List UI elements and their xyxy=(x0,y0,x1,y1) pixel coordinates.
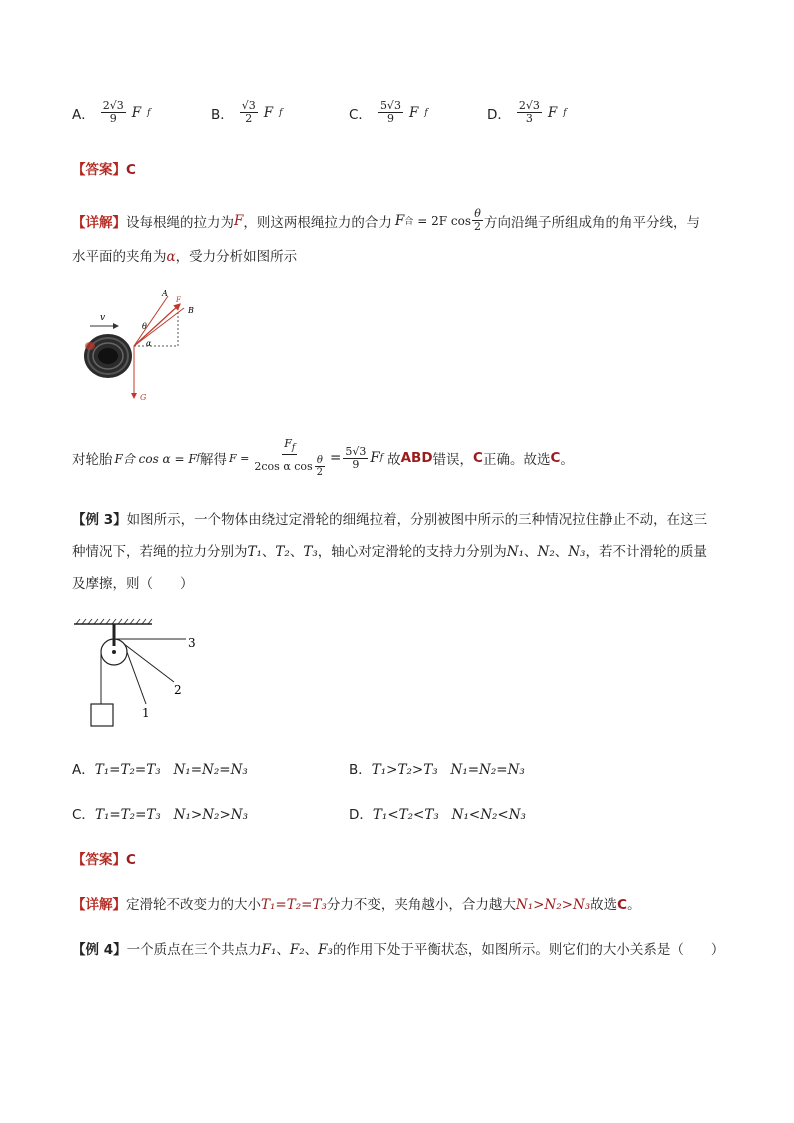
frac-den: 9 xyxy=(109,112,117,125)
label-2: 2 xyxy=(174,683,182,697)
answer-1 xyxy=(72,158,136,178)
sep: 、 xyxy=(304,942,319,958)
c-correct: C xyxy=(473,450,483,467)
detail-1-line2 xyxy=(72,245,297,265)
detail-1-line1 xyxy=(72,208,700,233)
frac-tail: F xyxy=(547,104,558,121)
ex3-label: 【例 3】 xyxy=(72,512,127,528)
frac-num: 5√3 xyxy=(379,99,401,112)
eq-2fcos: = 2F cos xyxy=(417,213,472,228)
frac-num xyxy=(282,438,297,455)
solve-text: 解得 xyxy=(200,452,228,469)
t1: T₁ xyxy=(247,544,262,560)
option-letter: A． xyxy=(72,106,95,123)
option-b xyxy=(211,100,283,125)
option-letter: C． xyxy=(72,807,95,823)
detail-label: 【详解】 xyxy=(72,897,126,913)
ex3-option-a xyxy=(72,758,248,778)
pulley-figure xyxy=(70,614,210,734)
detail-eq2: N₁>N₂>N₃ xyxy=(515,897,591,913)
frac-den: 2 xyxy=(245,112,253,125)
option-text: T₁>T₂>T₃ N₁=N₂=N₃ xyxy=(371,762,525,778)
pulley-axle xyxy=(112,650,116,654)
label-v: v xyxy=(100,313,106,323)
frac-den: 3 xyxy=(525,112,533,125)
label-theta: θ xyxy=(142,322,147,331)
ex3-text: 如图所示，一个物体由绕过定滑轮的细绳拉着，分别被图中所示的三种情况拉住静止不动，在这三 xyxy=(126,512,708,528)
num-sub: f xyxy=(291,443,296,454)
ex3-option-d xyxy=(349,803,526,823)
n1: N₁ xyxy=(506,544,524,560)
t2: T₂ xyxy=(275,544,290,560)
solve-text: 对轮胎 xyxy=(72,452,113,469)
option-letter: A． xyxy=(72,762,95,778)
frac-den xyxy=(252,455,327,478)
option-text: T₁=T₂=T₃ N₁>N₂>N₃ xyxy=(94,807,248,823)
sub-f: f xyxy=(196,453,201,464)
detail-text: 分力不变，夹角越小，合力越大 xyxy=(326,897,516,913)
ex3-text: ，若不计滑轮的质量 xyxy=(585,544,707,560)
label-1: 1 xyxy=(142,706,150,720)
label-alpha: α xyxy=(146,339,152,348)
resultant-f xyxy=(134,304,180,346)
frac-sub: f xyxy=(147,107,151,118)
abd: ABD xyxy=(400,450,433,467)
inner-num: θ xyxy=(316,455,323,467)
c-choice: C xyxy=(617,897,628,913)
ex3-option-c xyxy=(72,803,248,823)
option-letter: D． xyxy=(349,807,373,823)
fraction xyxy=(517,100,542,125)
n3: N₃ xyxy=(568,544,586,560)
label-g: G xyxy=(140,393,147,402)
frac-num: √3 xyxy=(241,99,256,112)
detail-text: 水平面的夹角为 xyxy=(72,249,167,265)
frac-sub: f xyxy=(563,107,567,118)
result-f: F xyxy=(370,450,380,467)
inner-den: 2 xyxy=(316,467,324,479)
ex4-text: 的作用下处于平衡状态，如图所示。则它们的大小关系是（ ） xyxy=(332,942,725,958)
ex3-line2 xyxy=(72,540,707,560)
answer-label: 【答案】 xyxy=(72,162,126,178)
frac-num: 2√3 xyxy=(102,99,124,112)
detail-text: 方向沿绳子所组成角的角平分线，与 xyxy=(484,214,701,231)
weight-block xyxy=(91,704,113,726)
fraction-big xyxy=(252,438,327,478)
solve-text: 错误， xyxy=(432,452,474,469)
result-sub: f xyxy=(379,453,384,464)
label-f: F xyxy=(176,296,181,304)
solve-eq1: F合 cos α = F xyxy=(114,451,197,466)
t3: T₃ xyxy=(303,544,318,560)
frac-inner xyxy=(315,455,325,478)
solve-text: 故 xyxy=(387,452,401,469)
answer-2 xyxy=(72,848,136,868)
ex3-option-b xyxy=(349,758,525,778)
var-f-he: F xyxy=(394,212,405,229)
label-3: 3 xyxy=(188,636,196,650)
label-b: B xyxy=(188,306,194,315)
option-letter: B． xyxy=(349,762,372,778)
detail-text: 设每根绳的拉力为 xyxy=(126,214,234,231)
f3: F₃ xyxy=(318,942,333,958)
f2: F₂ xyxy=(289,942,305,958)
c-choice: C xyxy=(550,450,561,467)
frac-den: 2 xyxy=(474,220,482,233)
frac-num: θ xyxy=(474,207,481,220)
sep: 、 xyxy=(554,544,569,560)
option-c xyxy=(349,100,428,125)
n2: N₂ xyxy=(537,544,555,560)
detail-label: 【详解】 xyxy=(72,214,126,231)
frac-num: 2√3 xyxy=(518,99,540,112)
option-letter: D． xyxy=(487,106,511,123)
detail-text: 定滑轮不改变力的大小 xyxy=(126,897,261,913)
var-f: F xyxy=(234,212,244,229)
option-d xyxy=(487,100,567,125)
option-letter: C． xyxy=(349,106,372,123)
detail-text: ，则这两根绳拉力的合力 xyxy=(243,214,392,231)
fraction-result xyxy=(343,446,368,471)
ex4-label: 【例 4】 xyxy=(72,942,127,958)
solve-lhs: F = xyxy=(229,451,250,465)
frac-tail: F xyxy=(408,104,419,121)
fraction xyxy=(101,100,126,125)
den-text: 2cos α cos xyxy=(254,459,313,473)
solve-text: 正确。故选 xyxy=(482,452,551,469)
ex3-text: 种情况下，若绳的拉力分别为 xyxy=(72,544,248,560)
ex4 xyxy=(72,938,724,958)
detail-text: 故选 xyxy=(590,897,618,913)
num-f: F xyxy=(284,437,292,450)
equals: = xyxy=(330,450,342,467)
f1: F₁ xyxy=(261,942,277,958)
sep: 、 xyxy=(289,544,304,560)
sep: 、 xyxy=(524,544,538,560)
tire-force-figure xyxy=(80,286,210,406)
option-letter: B． xyxy=(211,106,234,123)
frac-num: 5√3 xyxy=(345,444,367,458)
sep: 、 xyxy=(261,544,276,560)
ex3-text: 及摩擦，则（ ） xyxy=(72,576,194,592)
frac-den: 9 xyxy=(352,457,360,471)
fraction xyxy=(240,100,258,125)
detail-eq1: T₁=T₂=T₃ xyxy=(261,897,327,913)
answer-label: 【答案】 xyxy=(72,852,126,868)
frac-den: 9 xyxy=(386,112,394,125)
option-text: T₁=T₂=T₃ N₁=N₂=N₃ xyxy=(94,762,248,778)
period: 。 xyxy=(627,897,641,913)
frac-tail: F xyxy=(131,104,142,121)
sep: 、 xyxy=(276,942,290,958)
solve-1 xyxy=(72,438,574,478)
fraction xyxy=(378,100,403,125)
ex4-text: 一个质点在三个共点力 xyxy=(126,942,262,958)
ex3-line1 xyxy=(72,508,707,528)
var-alpha: α xyxy=(166,249,176,265)
frac-tail: F xyxy=(263,104,274,121)
period: 。 xyxy=(560,452,574,469)
detail-2 xyxy=(72,893,641,913)
label-a: A xyxy=(162,289,168,298)
detail-text: ，受力分析如图所示 xyxy=(175,249,298,265)
frac-sub: f xyxy=(279,107,283,118)
ex3-text: ，轴心对定滑轮的支持力分别为 xyxy=(317,544,507,560)
option-text: T₁<T₂<T₃ N₁<N₂<N₃ xyxy=(372,807,526,823)
answer-value: C xyxy=(126,162,136,178)
rope-1 xyxy=(127,652,146,704)
fraction xyxy=(472,208,483,233)
sub-he: 合 xyxy=(404,217,414,227)
answer-value: C xyxy=(126,852,136,868)
tire-image xyxy=(84,334,132,378)
frac-sub: f xyxy=(424,107,428,118)
ex3-line3 xyxy=(72,572,194,592)
option-a xyxy=(72,100,150,125)
